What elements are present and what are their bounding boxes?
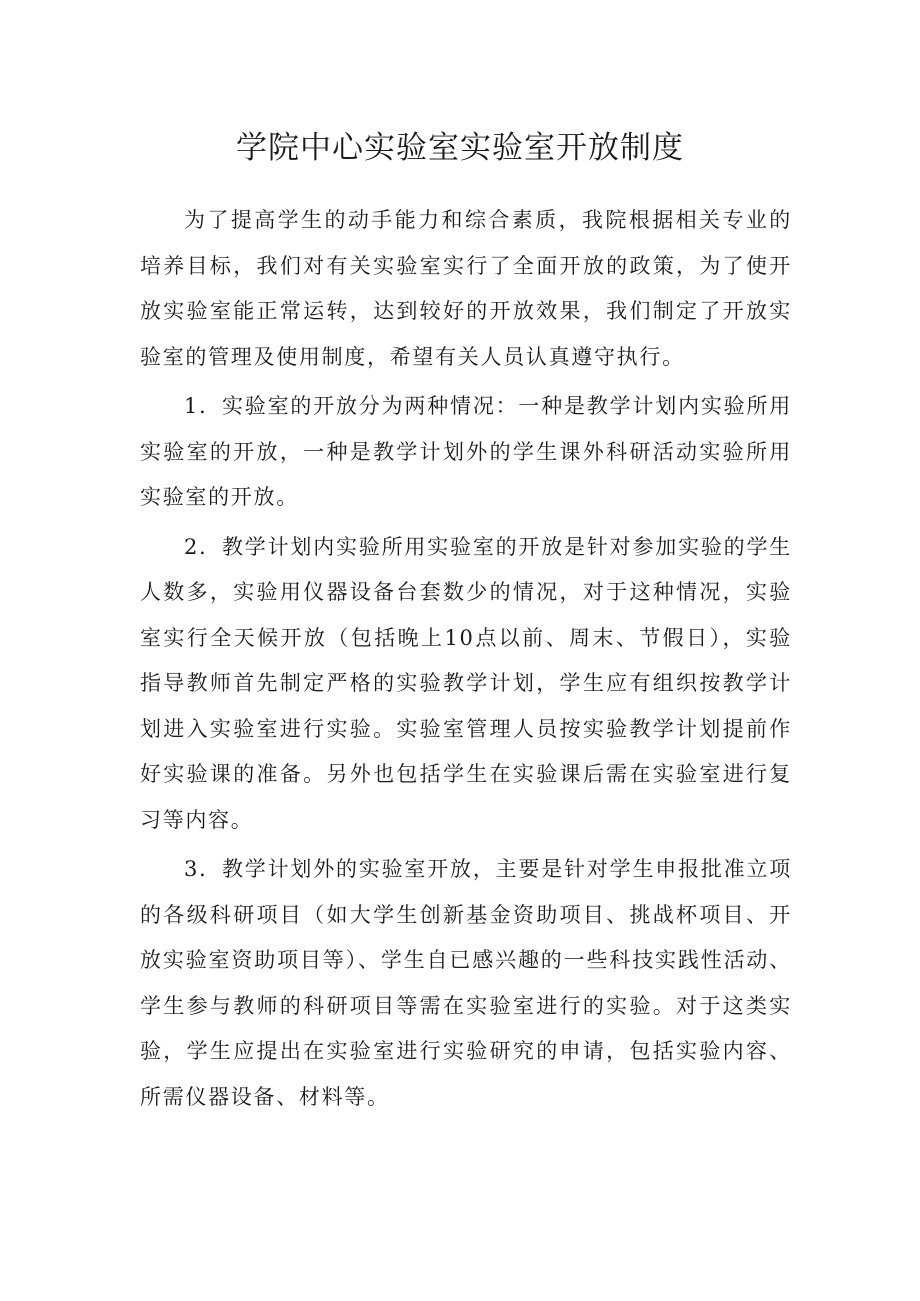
document-body: [140, 198, 792, 1124]
paragraph-item-3: 3．教学计划外的实验室开放，主要是针对学生申报批准立项的各级科研项目（如大学生创新基金资助项目、挑战杯项目、开放实验室资助项目等）、学生自已感兴趣的一些科技实践性活动、学生参与教师的科研项目等需在实验室进行的实验。对于这类实验，学生应提出在实验室进行实验研究的申请，包括实验内容、所需仪器设备、材料等。: [140, 857, 792, 1109]
paragraph-intro: 为了提高学生的动手能力和综合素质，我院根据相关专业的培养目标，我们对有关实验室实行了全面开放的政策，为了使开放实验室能正常运转，达到较好的开放效果，我们制定了开放实验室的管理及使用制度，希望有关人员认真遵守执行。: [140, 208, 792, 369]
paragraph-item-1: 1．实验室的开放分为两种情况：一种是教学计划内实验所用实验室的开放，一种是教学计划外的学生课外科研活动实验所用实验室的开放。: [140, 394, 792, 509]
document-title: 学院中心实验室实验室开放制度: [236, 130, 684, 166]
paragraph-item-2: 2．教学计划内实验所用实验室的开放是针对参加实验的学生人数多，实验用仪器设备台套数少的情况，对于这种情况，实验室实行全天候开放（包括晚上10点以前、周末、节假日），实验指导教师首先制定严格的实验教学计划，学生应有组织按教学计划进入实验室进行实验。实验室管理人员按实验教学计划提前作好实验课的准备。另外也包括学生在实验课后需在实验室进行复习等内容。: [140, 534, 792, 832]
